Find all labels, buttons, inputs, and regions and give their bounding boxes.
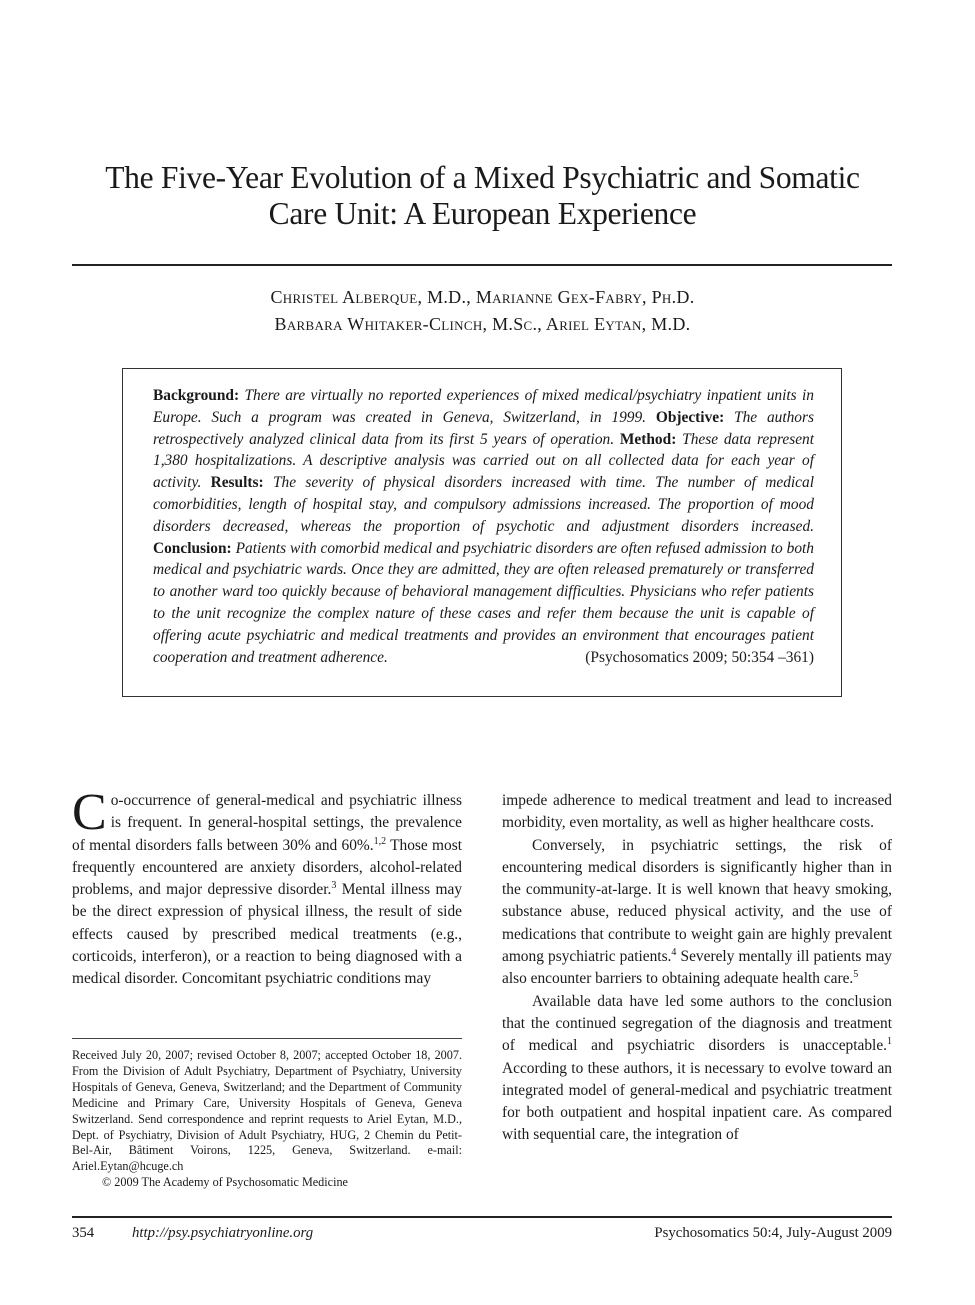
- journal-url-link[interactable]: http://psy.psychiatryonline.org: [132, 1225, 314, 1241]
- abstract-conclusion-label: Conclusion:: [153, 539, 232, 557]
- abstract-conclusion-text: Patients with comorbid medical and psychiatric disorders are often refused admission to both medical and psychiatric wards. Once they are admitted, they are often released prematurely or transferred to another ward too quickly because of behavioral management difficulties. Physicians who refer patients to the unit recognize the complex nature of these cases and refer them because the unit is capable of offering acute psychiatric and medical treatments and provides an environment that encourages patient cooperation and treatment adherence.: [153, 539, 814, 666]
- title-divider: [72, 264, 892, 266]
- body-paragraph: [502, 790, 892, 835]
- title-line-2: Care Unit: A European Experience: [268, 196, 697, 231]
- reference-superscript: 1,2: [373, 835, 387, 847]
- body-text: o-occurrence of general-medical and psychiatric illness is frequent. In general-hospital settings, the prevalence of mental disorders falls between 30% and 60%.: [72, 792, 462, 854]
- footer-divider: [72, 1216, 892, 1218]
- body-text: Conversely, in psychiatric settings, the risk of encountering medical disorders is significantly higher than in the community-at-large. It is well known that heavy smoking, substance abuse, reduced physical activity, and the use of medications that contribute to weight gain are highly prevalent among psychiatric patients.: [502, 836, 892, 966]
- abstract-citation: (Psychosomatics 2009; 50:354 –361): [585, 648, 814, 666]
- body-text: impede adherence to medical treatment and lead to increased morbidity, even mortality, as well as higher healthcare costs.: [502, 792, 892, 832]
- body-paragraph: [502, 835, 892, 991]
- abstract-background-label: Background:: [153, 387, 240, 404]
- body-column-left: [72, 784, 463, 991]
- abstract-results-text: The severity of physical disorders increased with time. The number of medical comorbidities, length of hospital stay, and compulsory admissions increased. The proportion of mood disorders decreased, whereas the proportion of psychotic and adjustment disorders increased.: [153, 474, 814, 535]
- body-text: Mental illness may be the direct expression of physical illness, the result of side effects caused by prescribed medical treatments (e.g., corticoids, interferon), or a reaction to being diagnosed with a medical disorder. Concomitant psychiatric conditions may: [72, 881, 463, 988]
- body-text: According to these authors, it is necessary to evolve toward an integrated model of general-medical and psychiatric treatment for both outpatient and hospital inpatient care. As compared with sequential care, the integration of: [502, 1059, 892, 1144]
- footnote-text: Received July 20, 2007; revised October 8, 2007; accepted October 18, 2007. From the Division of Adult Psychiatry, Department of Psychiatry, University Hospitals of Geneva, Geneva, Switzerland; and the Department of Community Medicine and Primary Care, University Hospitals of Geneva, Geneva Switzerland. Send correspondence and reprint requests to Ariel Eytan, M.D., Dept. of Psychiatry, Division of Adult Psychiatry, HUG, 2 Chemin du Petit-Bel-Air, Bâtiment Voirons, 1225, Geneva, Switzerland. e-mail: Ariel.Eytan@hcuge.ch: [72, 1048, 462, 1174]
- reference-superscript: 4: [671, 947, 677, 959]
- abstract-method-text: These data represent 1,380 hospitalizations. A descriptive analysis was carried out on all collected data for each year of activity.: [153, 430, 814, 492]
- reference-superscript: 1: [887, 1036, 892, 1048]
- abstract-method-label: Method:: [619, 430, 677, 448]
- reference-superscript: 5: [853, 969, 859, 981]
- authors-line-2: Barbara Whitaker-Clinch, M.Sc., Ariel Eytan, M.D.: [274, 314, 691, 334]
- abstract-objective-label: Objective:: [655, 408, 725, 426]
- body-text: Severely mentally ill patients may also encounter barriers to obtaining adequate health care.: [502, 948, 892, 988]
- author-list: [60, 284, 905, 338]
- body-paragraph: [72, 784, 463, 991]
- footnote-divider: [72, 1038, 462, 1039]
- copyright-line: © 2009 The Academy of Psychosomatic Medicine: [102, 1175, 348, 1190]
- body-text: Those most frequently encountered are anxiety disorders, alcohol-related problems, and major depressive disorder.: [72, 836, 462, 899]
- authors-line-1: Christel Alberque, M.D., Marianne Gex-Fabry, Ph.D.: [270, 287, 695, 307]
- body-paragraph: [502, 991, 892, 1147]
- journal-issue: Psychosomatics 50:4, July-August 2009: [654, 1225, 892, 1241]
- body-text: Available data have led some authors to the conclusion that the continued segregation of the diagnosis and treatment of medical and psychiatric disorders is unacceptable.: [502, 992, 892, 1055]
- abstract-results-label: Results:: [210, 474, 264, 492]
- article-footnote: [72, 1048, 462, 1191]
- body-column-right: [502, 790, 892, 1147]
- drop-cap: C: [72, 784, 107, 841]
- abstract-box: [122, 368, 842, 697]
- abstract-objective-text: The authors retrospectively analyzed clinical data from its first 5 years of operation.: [153, 408, 814, 448]
- page-number: 354: [72, 1225, 95, 1241]
- article-title: [60, 160, 905, 232]
- title-line-1: The Five-Year Evolution of a Mixed Psychiatric and Somatic: [105, 160, 860, 195]
- abstract-background-text: There are virtually no reported experiences of mixed medical/psychiatry inpatient units in Europe. Such a program was created in Geneva, Switzerland, in 1999.: [153, 387, 814, 426]
- reference-superscript: 3: [331, 880, 337, 892]
